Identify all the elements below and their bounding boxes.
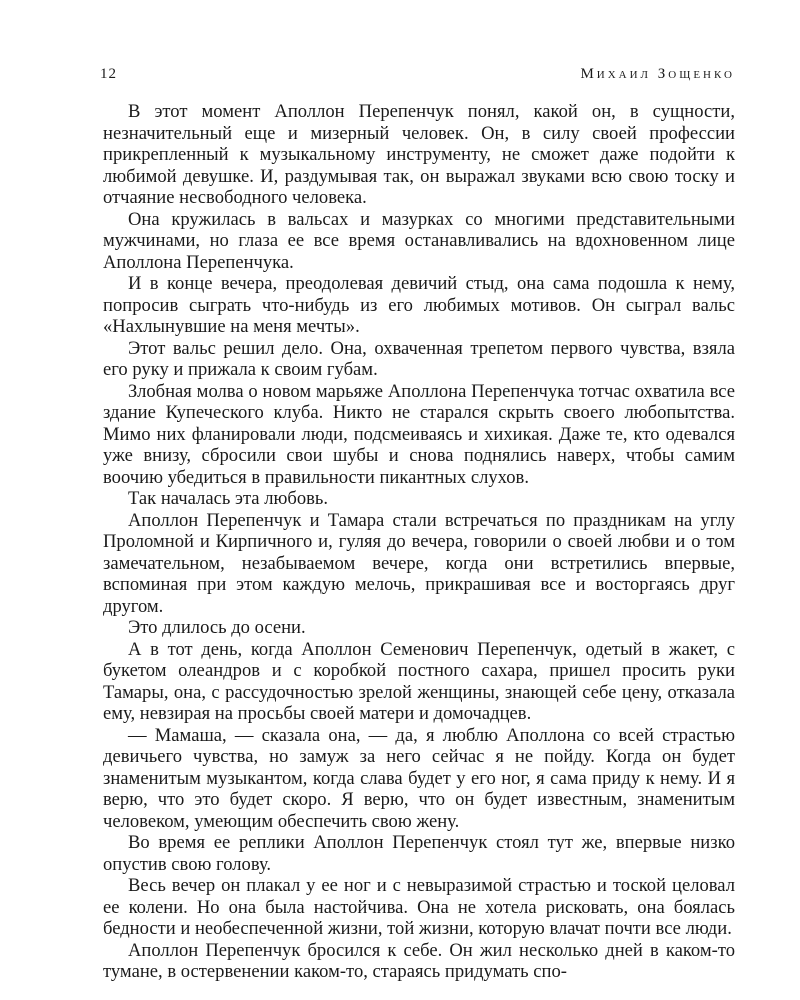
- paragraph: А в тот день, когда Аполлон Семенович Перепенчук, одетый в жакет, с букетом олеандров и с коробкой постного сахара, пришел просить руки Тамары, она, с рассудочностью зрелой женщины, знающей себе цену, отказала ему, невзирая на просьбы своей матери и домочадцев.: [103, 638, 735, 724]
- paragraph: Аполлон Перепенчук бросился к себе. Он жил несколько дней в каком-то тумане, в остервенении каком-то, стараясь придумать спо-: [103, 939, 735, 982]
- paragraph: Так началась эта любовь.: [128, 488, 329, 509]
- paragraph: Во время ее реплики Аполлон Перепенчук стоял тут же, впервые низко опустив свою голову.: [103, 832, 735, 875]
- paragraph: Весь вечер он плакал у ее ног и с невыразимой страстью и тоской целовал ее колени. Но она была настойчива. Она не хотела рисковать, она боялась бедности и необеспеченной жизни, той жизни, которую влачат почти все люди.: [103, 875, 735, 939]
- paragraph: Злобная молва о новом марьяже Аполлона Перепенчука тотчас охватила все здание Купеческого клуба. Никто не старался скрыть своего любопытства. Мимо них фланировали люди, подсмеиваясь и хихикая. Даже те, кто одевался уже внизу, сбросили свои шубы и снова поднялись наверх, чтобы самим воочию убедиться в правильности пикантных слухов.: [103, 380, 735, 488]
- paragraph: Это длилось до осени.: [128, 617, 306, 638]
- page-number: 12: [100, 66, 117, 82]
- paragraph: Аполлон Перепенчук и Тамара стали встречаться по праздникам на углу Проломной и Кирпичного и, гуляя до вечера, говорили о своей любви и о том замечательном, незабываемом вечере, когда они встретились впервые, вспоминая при этом каждую мелочь, прикрашивая все и восторгаясь друг другом.: [103, 509, 735, 617]
- running-head: [100, 66, 735, 90]
- paragraph: Она кружилась в вальсах и мазурках со многими представительными мужчинами, но глаза ее все время останавливались на вдохновенном лице Аполлона Перепенчука.: [103, 208, 735, 273]
- paragraph: — Мамаша, — сказала она, — да, я люблю Аполлона со всей страстью девичьего чувства, но замуж за него сейчас я не пойду. Когда он будет знаменитым музыкантом, когда слава будет у его ног, я сама приду к нему. И я верю, что это будет скоро. Я верю, что он будет известным, знаменитым человеком, умеющим обеспечить свою жену.: [103, 724, 735, 832]
- paragraph: Этот вальс решил дело. Она, охваченная трепетом первого чувства, взяла его руку и прижала к своим губам.: [103, 337, 735, 380]
- author-name: Михаил Зощенко: [580, 66, 735, 82]
- body-text: [103, 101, 735, 983]
- paragraph: В этот момент Аполлон Перепенчук понял, какой он, в сущности, незначительный еще и мизерный человек. Он, в силу своей профессии прикрепленный к музыкальному инструменту, не сможет даже подойти к любимой девушке. И, раздумывая так, он выражал звуками всю свою тоску и отчаяние несвободного человека.: [103, 101, 735, 208]
- paragraph: И в конце вечера, преодолевая девичий стыд, она сама подошла к нему, попросив сыграть что-нибудь из его любимых мотивов. Он сыграл вальс «Нахлынувшие на меня мечты».: [103, 273, 735, 337]
